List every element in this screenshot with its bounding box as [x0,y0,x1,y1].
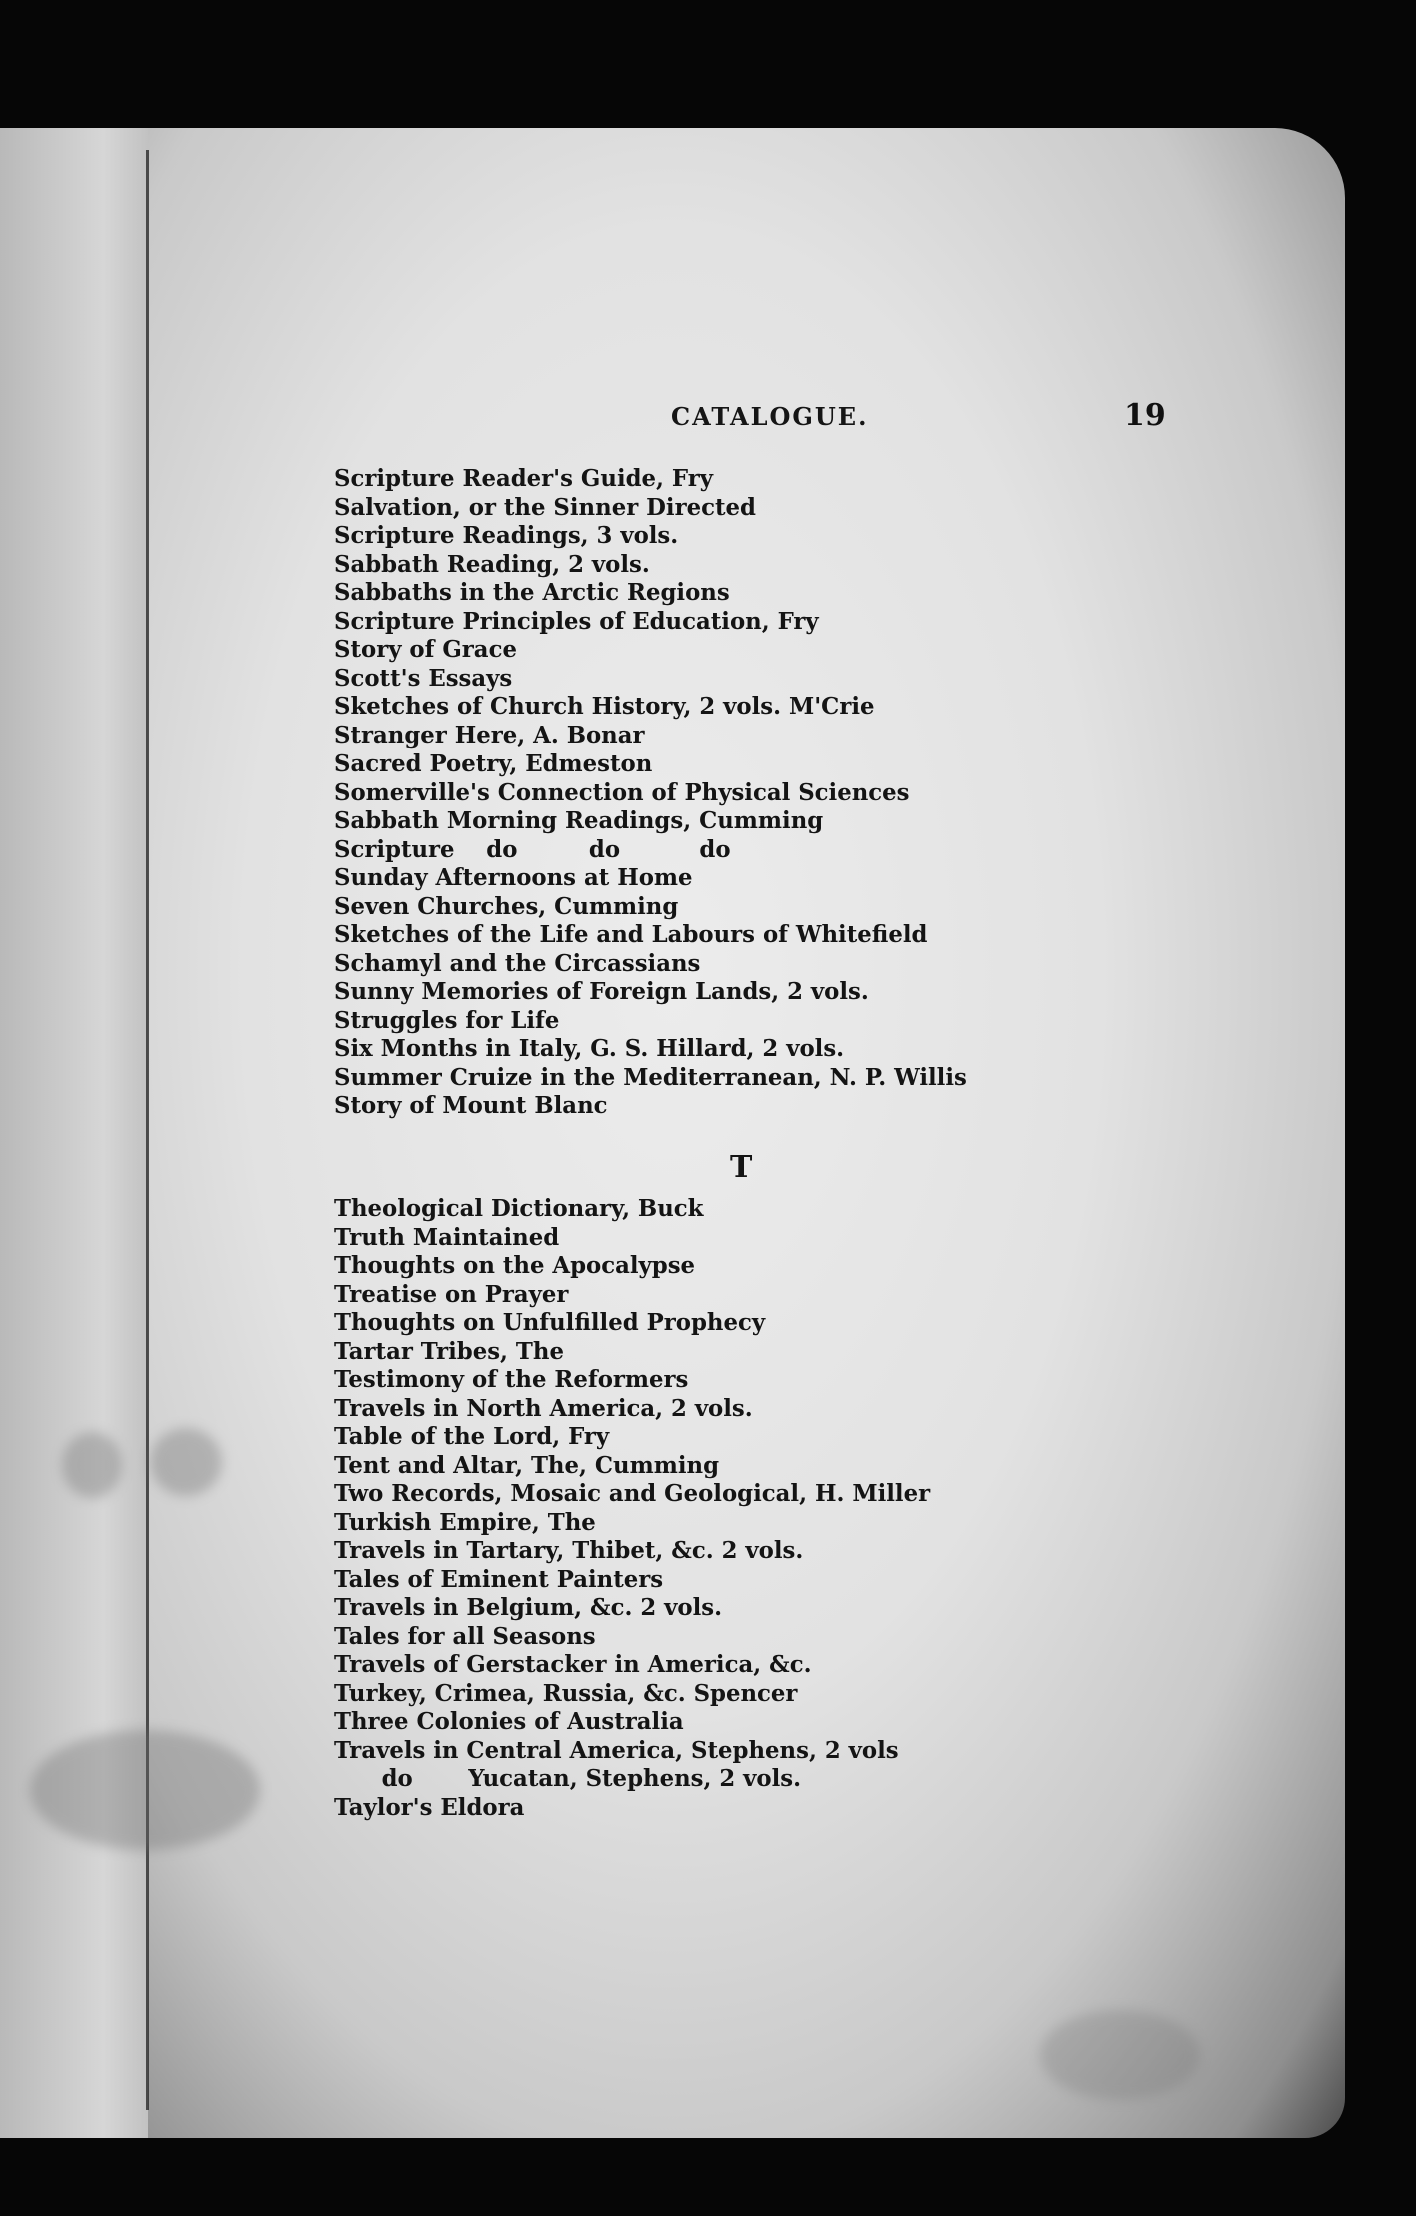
catalogue-entry: Table of the Lord, Fry [334,1422,610,1450]
catalogue-entry: Salvation, or the Sinner Directed [334,492,756,521]
catalogue-entry: Sunday Afternoons at Home [334,863,693,891]
catalogue-entry: Sacred Poetry, Edmeston [334,749,653,777]
catalogue-entry: Travels of Gerstacker in America, &c. [334,1650,812,1678]
catalogue-entry: Tales for all Seasons [334,1621,596,1650]
ink-stain [62,1432,122,1498]
catalogue-entry: Six Months in Italy, G. S. Hillard, 2 vols. [334,1034,845,1062]
catalogue-section-s [334,464,1054,1120]
catalogue-entry: Travels in Tartary, Thibet, &c. 2 vols. [334,1536,804,1564]
catalogue-entry: Tent and Altar, The, Cumming [334,1450,720,1479]
ink-stain [30,1730,260,1850]
catalogue-entry: Sabbath Reading, 2 vols. [334,549,650,578]
catalogue-entry: Theological Dictionary, Buck [334,1194,704,1222]
catalogue-entry: do Yucatan, Stephens, 2 vols. [334,1764,802,1792]
catalogue-entry: Scripture Reader's Guide, Fry [334,464,713,492]
catalogue-entry: Thoughts on the Apocalypse [334,1251,696,1279]
catalogue-entry: Somerville's Connection of Physical Sciences [334,777,910,806]
catalogue-entry: Struggles for Life [334,1005,560,1034]
catalogue-entry: Sabbath Morning Readings, Cumming [334,806,824,834]
catalogue-entry: Taylor's Eldora [334,1792,525,1821]
catalogue-entry: Travels in Belgium, &c. 2 vols. [334,1593,723,1621]
catalogue-entry: Travels in Central America, Stephens, 2 vols [334,1735,899,1764]
ink-stain [150,1428,222,1496]
catalogue-entry: Story of Grace [334,635,517,663]
catalogue-entry: Stranger Here, A. Bonar [334,720,645,749]
catalogue-entry: Thoughts on Unfulfilled Prophecy [334,1308,766,1336]
catalogue-entry: Sketches of Church History, 2 vols. M'Crie [334,692,875,720]
catalogue-entry: Treatise on Prayer [334,1279,569,1308]
catalogue-entry: Scripture Principles of Education, Fry [334,606,819,635]
catalogue-entry: Scripture Readings, 3 vols. [334,521,679,549]
page-number: 19 [1124,398,1166,433]
catalogue-entry: Two Records, Mosaic and Geological, H. Miller [334,1479,931,1507]
catalogue-entry: Truth Maintained [334,1222,560,1251]
running-head: CATALOGUE. [671,402,869,431]
catalogue-entry: Turkey, Crimea, Russia, &c. Spencer [334,1678,798,1707]
catalogue-entry: Schamyl and the Circassians [334,948,701,977]
catalogue-entry: Scripture do do do [334,834,731,863]
catalogue-entry: Seven Churches, Cumming [334,891,679,920]
page-header [0,400,1416,440]
catalogue-entry: Turkish Empire, The [334,1507,596,1536]
catalogue-entry: Tartar Tribes, The [334,1336,564,1365]
section-letter: T [730,1150,753,1185]
catalogue-entry: Travels in North America, 2 vols. [334,1393,753,1422]
catalogue-entry: Sketches of the Life and Labours of Whitefield [334,920,928,948]
catalogue-entry: Tales of Eminent Painters [334,1564,664,1593]
ink-stain [1040,2010,1200,2100]
catalogue-entry: Sabbaths in the Arctic Regions [334,578,730,606]
catalogue-entry: Sunny Memories of Foreign Lands, 2 vols. [334,977,869,1005]
catalogue-entry: Summer Cruize in the Mediterranean, N. P. Willis [334,1062,967,1091]
catalogue-entry: Three Colonies of Australia [334,1707,684,1735]
catalogue-entry: Story of Mount Blanc [334,1091,608,1119]
catalogue-section-t [334,1194,1054,1821]
catalogue-entry: Scott's Essays [334,663,513,692]
catalogue-entry: Testimony of the Reformers [334,1365,689,1393]
